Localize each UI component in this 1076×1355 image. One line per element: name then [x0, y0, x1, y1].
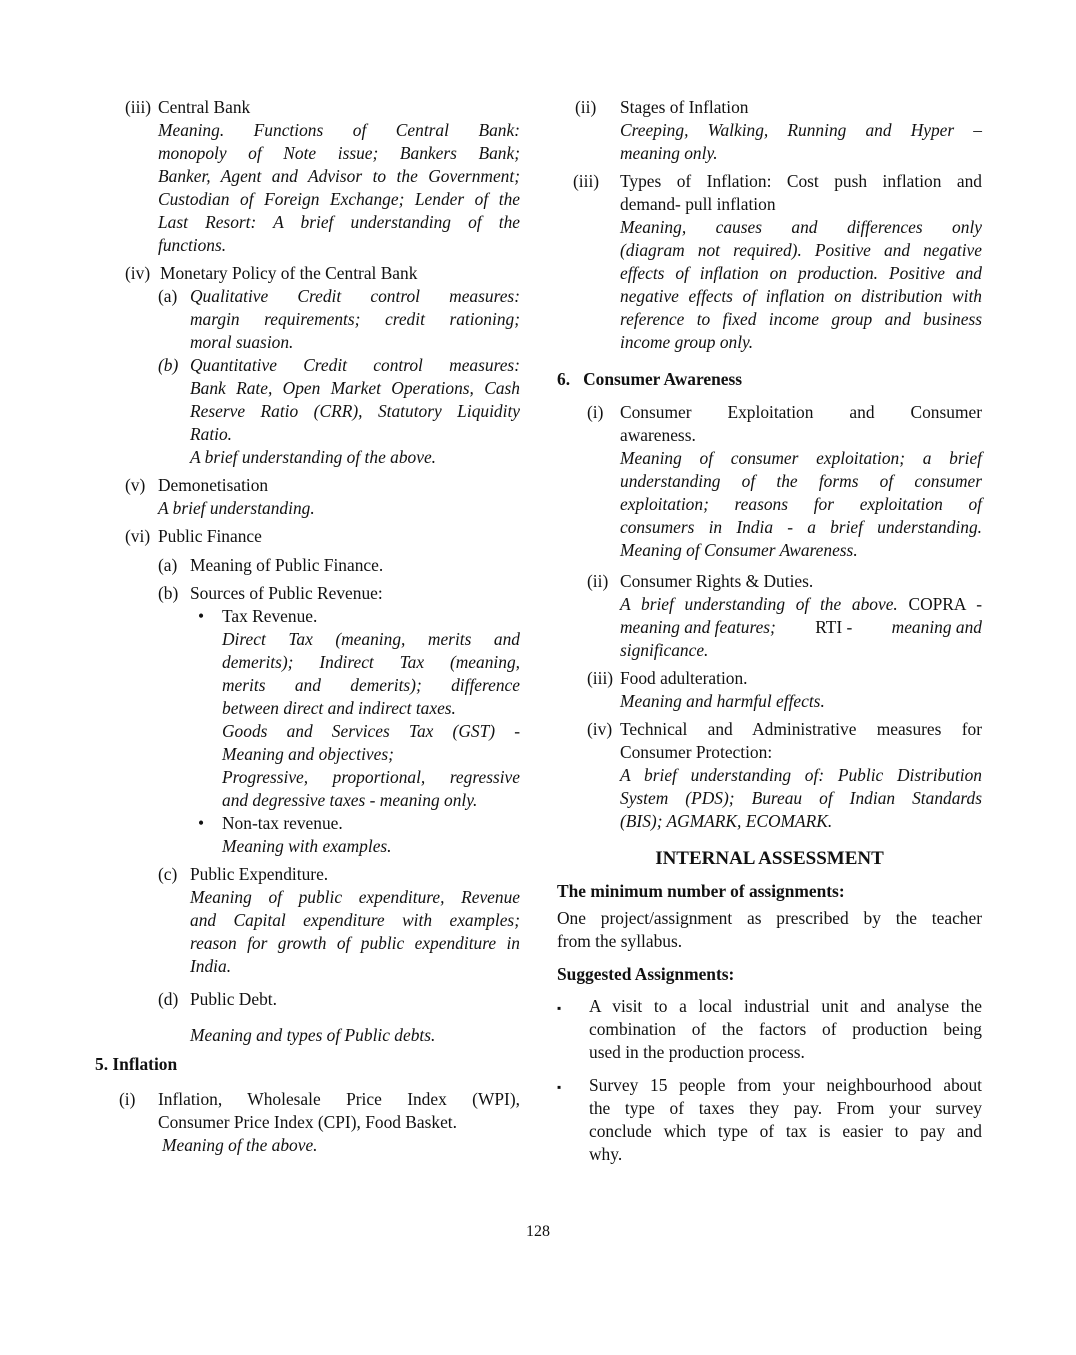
types-of-inflation: (iii) Types of Inflation: Cost push inflation and demand- pull inflation Meaning, causes and differences only (diagram not required). Positive and negative effects of inflation on production. Positive and negative effects of inflation on distribution with reference to fixed income group and business income group only. [573, 171, 982, 352]
central-bank-section [125, 96, 520, 257]
bullet-icon: • [198, 813, 205, 833]
right-column [557, 96, 982, 1166]
square-bullet-icon: ▪ [557, 1001, 562, 1015]
stages-of-inflation: (ii) Stages of Inflation Creeping, Walking, Running and Hyper – meaning only. [575, 97, 982, 163]
tax-revenue-bullet: • Tax Revenue. Direct Tax (meaning, merits and demerits); Indirect Tax (meaning, merits and demerits); difference between direct and indirect taxes. Goods and Services Tax (GST) - Meaning and objectives; Progressive, proportional, regressive and degressive taxes - meaning only. [198, 606, 520, 810]
demonetisation-note: A brief understanding. [158, 498, 315, 518]
public-revenue-sources: (b) Sources of Public Revenue: • Tax Revenue. Direct Tax (meaning, merits and demerits); Indirect Tax (meaning, merits and demerits); difference between direct and indirect taxes. Goods and Services Tax (GST) - Meaning and objectives; Progressive, proportional, regressive and degressive taxes - meaning only. • Non-tax revenue. Meaning with examples. [158, 583, 520, 856]
item-label: (iv) [125, 263, 151, 283]
monetary-policy-title: Monetary Policy of the Central Bank [160, 263, 418, 283]
page-number: 128 [526, 1223, 550, 1240]
public-expenditure: (c) Public Expenditure. Meaning of public expenditure, Revenue and Capital expenditure with examples; reason for growth of public expenditure in India. [158, 864, 520, 976]
central-bank-description: Meaning. Functions of Central Bank: monopoly of Note issue; Bankers Bank; Banker, Agent and Advisor to the Government; Custodian of Foreign Exchange; Lender of the Last Resort: A brief understanding of the functions. [158, 120, 520, 255]
consumer-exploitation: (i) Consumer Exploitation and Consumer awareness. Meaning of consumer exploitation; a brief understanding of the forms of consumer exploitation; reasons for exploitation of consumers in India - a brief understanding. Meaning of Consumer Awareness. [587, 402, 982, 560]
public-debt: (d) Public Debt. Meaning and types of Public debts. [158, 989, 436, 1045]
non-tax-revenue-bullet: • Non-tax revenue. Meaning with examples. [198, 813, 392, 856]
assignment-item: ▪ A visit to a local industrial unit and analyse the combination of the factors of production being used in the production process. [557, 996, 982, 1062]
left-column [95, 96, 520, 1162]
square-bullet-icon: ▪ [557, 1080, 562, 1094]
demonetisation-section [125, 474, 520, 520]
demonetisation-title: Demonetisation [158, 475, 269, 495]
qualitative-control: (a) Qualitative Credit control measures: margin requirements; credit rationing; moral suasion. [158, 286, 520, 352]
consumer-protection-measures: (iv) Technical and Administrative measures for Consumer Protection: A brief understanding of: Public Distribution System (PDS); Bureau of Indian Standards (BIS); AGMARK, ECOMARK. [587, 719, 982, 831]
suggested-assignments-heading: Suggested Assignments: [557, 964, 735, 984]
item-label: (iii) [125, 97, 152, 117]
public-finance-title: Public Finance [158, 526, 262, 546]
min-assignments-text: One project/assignment as prescribed by the teacher from the syllabus. [557, 908, 982, 951]
monetary-policy-section [125, 262, 520, 469]
assignment-item: ▪ Survey 15 people from your neighbourhood about the type of taxes they pay. From your survey conclude which type of tax is easier to pay and why. [557, 1075, 982, 1164]
food-adulteration: (iii) Food adulteration. Meaning and harmful effects. [587, 668, 825, 711]
quantitative-control: (b) Quantitative Credit control measures: Bank Rate, Open Market Operations, Cash Reserve Ratio (CRR), Statutory Liquidity Ratio. A brief understanding of the above. [158, 355, 520, 467]
public-finance-meaning: (a) Meaning of Public Finance. [158, 555, 384, 575]
public-finance-section [125, 525, 520, 1047]
item-label: (vi) [125, 526, 151, 546]
consumer-rights-duties: (ii) Consumer Rights & Duties. A brief understanding of the above. COPRA - meaning and features; RTI - meaning and significance. [587, 571, 982, 660]
min-assignments-heading: The minimum number of assignments: [557, 881, 845, 901]
item-label: (v) [125, 475, 146, 495]
bullet-icon: • [198, 606, 205, 626]
central-bank-title: Central Bank [158, 97, 251, 117]
inflation-indices: (i) Inflation, Wholesale Price Index (WPI), Consumer Price Index (CPI), Food Basket. Meaning of the above. [119, 1089, 520, 1155]
internal-assessment-heading: INTERNAL ASSESSMENT [655, 848, 884, 869]
consumer-awareness-heading: 6. Consumer Awareness [557, 369, 743, 389]
inflation-heading: 5. Inflation [95, 1054, 178, 1074]
